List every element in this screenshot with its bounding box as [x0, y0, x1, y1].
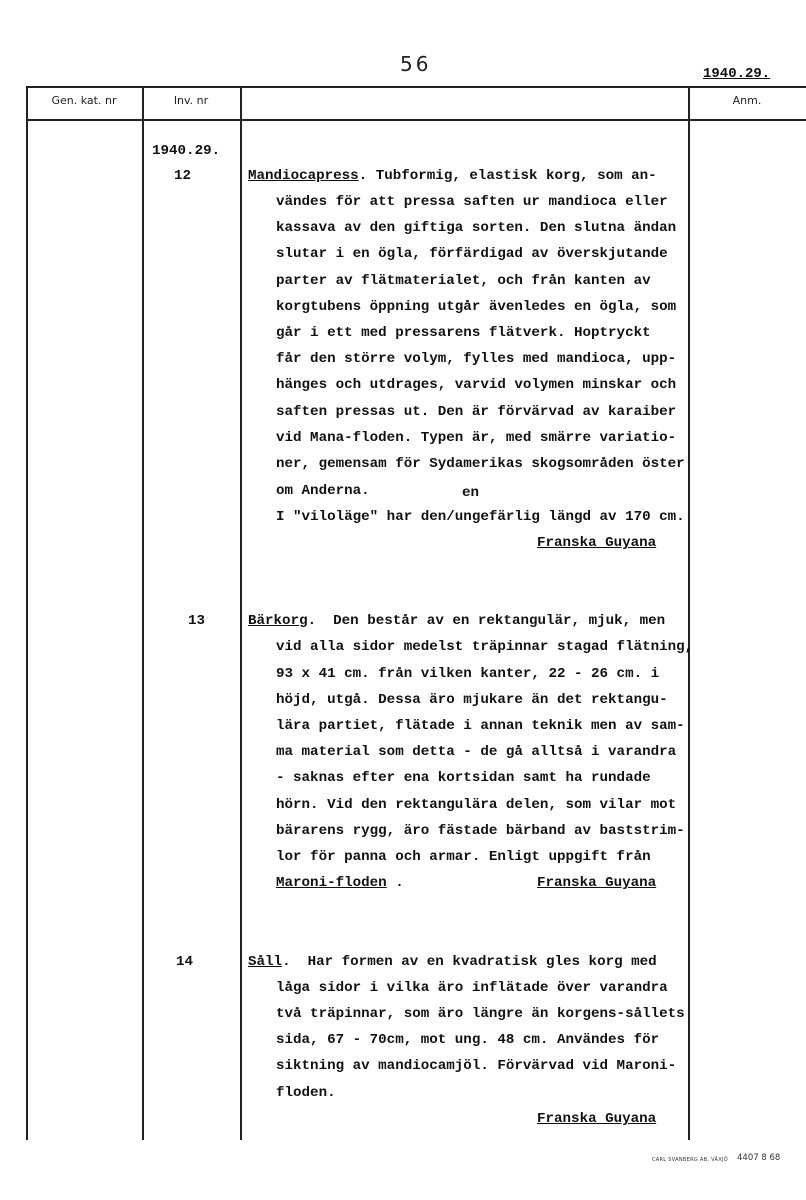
text-line: vid alla sidor medelst träpinnar stagad flätning, [276, 639, 694, 655]
text-line: - saknas efter ena kortsidan samt ha rundade [276, 770, 651, 786]
text-line: siktning av mandiocamjöl. Förvärvad vid Maroni- [276, 1058, 677, 1074]
text-line: bärarens rygg, äro fästade bärband av baststrim- [276, 823, 685, 839]
form-code: 4407 8 68 [737, 1153, 781, 1163]
text-line: låga sidor i vilka äro inflätade över varandra [276, 980, 668, 996]
region-label: Franska Guyana [537, 535, 657, 551]
entry-first-line [248, 168, 657, 184]
text-line: vid Mana-floden. Typen är, med smärre variatio- [276, 430, 677, 446]
text-line: sida, 67 - 70cm, mot ung. 48 cm. Användes för [276, 1032, 660, 1048]
text-line: går i ett med pressarens flätverk. Hoptryckt [276, 325, 651, 341]
text-line: saften pressas ut. Den är förvärvad av karaiber [276, 404, 677, 420]
entry-title: Såll [248, 954, 283, 970]
region-label: Franska Guyana [537, 1111, 657, 1127]
text-line: slutar i en ögla, förfärdigad av överskjutande [276, 246, 668, 262]
inv-nr: 14 [176, 954, 194, 970]
accession-number: 1940.29. [152, 143, 221, 159]
text-line: höjd, utgå. Dessa äro mjukare än det rektangu- [276, 692, 668, 708]
text-line: ma material som detta - de gå alltså i varandra [276, 744, 677, 760]
text-line: hörn. Vid den rektangulära delen, som vilar mot [276, 797, 677, 813]
source-place: Maroni-floden [276, 875, 387, 891]
column-divider-gen-inv [142, 86, 144, 1140]
column-divider-left [26, 86, 28, 1140]
region-label: Franska Guyana [537, 875, 657, 891]
text-line: parter av flätmaterialet, och från kanten av [276, 273, 651, 289]
handwritten-insertion: en [462, 485, 480, 501]
header-gen-kat-nr: Gen. kat. nr [51, 94, 117, 107]
entry-title: Mandiocapress [248, 168, 359, 184]
text-line: lära partiet, flätade i annan teknik men av sam- [276, 718, 685, 734]
column-divider-inv-desc [240, 86, 242, 1140]
text-line: I "viloläge" har den/ungefärlig längd av 170 cm. [276, 509, 685, 525]
text-line: . Den består av en rektangulär, mjuk, men [307, 613, 666, 629]
entry-first-line [248, 954, 657, 970]
text-line: om Anderna. [276, 483, 370, 499]
text-line: lor för panna och armar. Enligt uppgift från [276, 849, 651, 865]
header-inv-nr: Inv. nr [173, 94, 209, 107]
text-line: floden. [276, 1085, 336, 1101]
header-anm: Anm. [732, 94, 762, 107]
text-line: vändes för att pressa saften ur mandioca eller [276, 194, 668, 210]
column-divider-desc-anm [688, 86, 690, 1140]
entry-first-line [248, 613, 665, 629]
printer-imprint: CARL SVANBERG AB, VÄXJÖ [652, 1157, 729, 1163]
text-line: två träpinnar, som äro längre än korgens-sållets [276, 1006, 685, 1022]
text-line: får den större volym, fylles med mandioca, upp- [276, 351, 677, 367]
entry-title: Bärkorg [248, 613, 308, 629]
text-line: . Tubformig, elastisk korg, som an- [358, 168, 657, 184]
text-line: hänges och utdrages, varvid volymen minskar och [276, 377, 677, 393]
text-line: 93 x 41 cm. från vilken kanter, 22 - 26 cm. i [276, 666, 660, 682]
page-number: 56 [400, 52, 432, 76]
text-line: ner, gemensam för Sydamerikas skogsområden öster [276, 456, 685, 472]
inv-nr: 13 [188, 613, 206, 629]
entry-source-line: Maroni-floden . [276, 875, 404, 891]
text-line: korgtubens öppning utgår ävenledes en ögla, som [276, 299, 677, 315]
text-line: . Har formen av en kvadratisk gles korg med [282, 954, 657, 970]
inv-nr: 12 [174, 168, 192, 184]
accession-heading: 1940.29. [703, 66, 771, 82]
text-line: kassava av den giftiga sorten. Den slutna ändan [276, 220, 677, 236]
